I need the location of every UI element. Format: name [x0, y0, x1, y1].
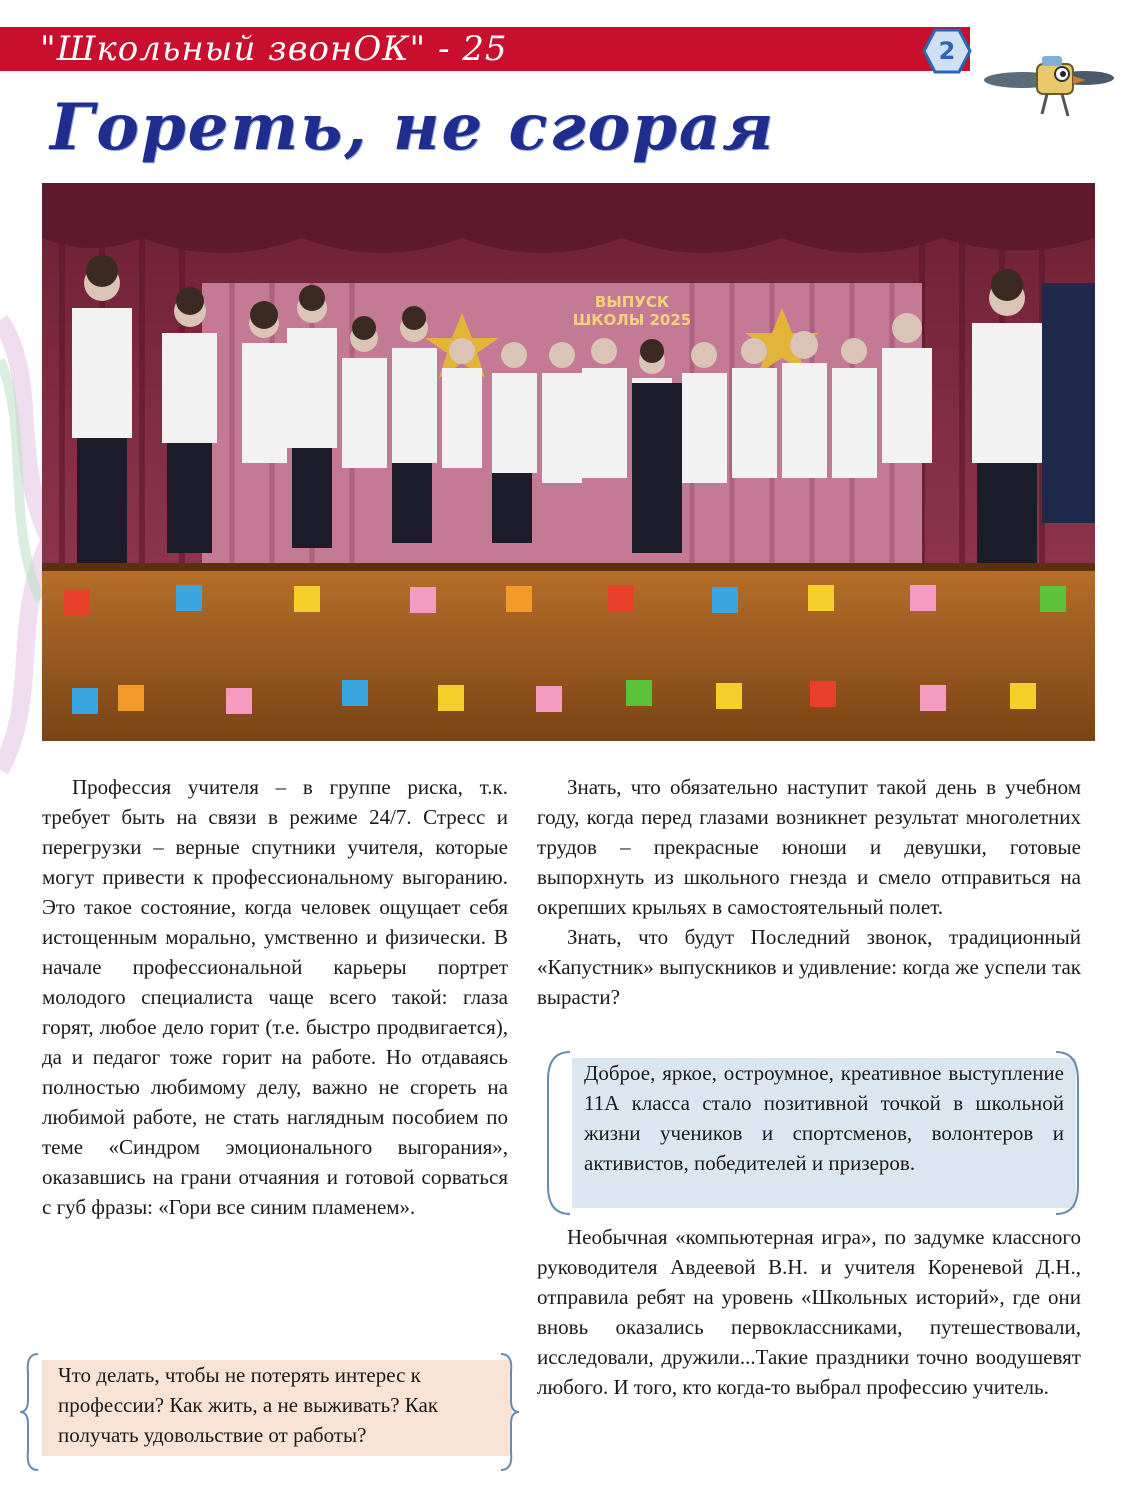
right-paragraph-2: Знать, что будут Последний звонок, традиционный «Капустник» выпускников и удивление: когда же успели так вырасти?: [537, 925, 1081, 1009]
event-photo: [42, 183, 1095, 741]
callout-right-bracket: [1052, 1050, 1086, 1216]
right-closing: [537, 1222, 1081, 1402]
page-number-badge: [922, 28, 972, 74]
robot-bird-mascot-icon: [982, 42, 1117, 127]
left-column: [42, 772, 508, 1222]
closing-paragraph: Необычная «компьютерная игра», по задумке классного руководителя Авдеевой В.Н. и учителя Кореневой Д.Н., отправила ребят на уровень «Школьных историй», где они вновь оказались первоклассниками, путешествовали, исследовали, дружили...Такие праздники точно воодушевят любого. И того, кто когда-то выбрал профессию учитель.: [537, 1225, 1081, 1399]
callout-left-bracket: [540, 1050, 574, 1216]
photo-sign: ВЫПУСК ШКОЛЫ 2025: [572, 293, 692, 329]
page-number: 2: [938, 37, 956, 65]
right-paragraph-1: Знать, что обязательно наступит такой день в учебном году, когда перед глазами возникнет результат многолетних трудов – прекрасные юноши и девушки, готовые выпорхнуть из школьного гнезда и смело отправиться на окрепших крыльях в самостоятельный полет.: [537, 775, 1081, 919]
left-brace-decoration: [18, 1352, 42, 1472]
left-paragraph: Профессия учителя – в группе риска, т.к. требует быть на связи в режиме 24/7. Стресс и перегрузки – верные спутники учителя, которые могут привести к профессиональному выгоранию. Это такое состояние, когда человек ощущает себя истощенным морально, умственно и физически. В начале профессиональной карьеры портрет молодого специалиста чаще всего такой: глаза горят, любое дело горит (т.е. быстро продвигается), да и педагог тоже горит на работе. Но отдаваясь полностью любимому делу, важно не сгореть на любимой работе, не стать наглядным пособием по теме «Синдром эмоционального выгорания», оказавшись на грани отчаяния и готовой сорваться с губ фразы: «Гори все синим пламенем».: [42, 775, 508, 1219]
right-column: [537, 772, 1081, 1012]
newspaper-title: "Школьный звонОК" - 25: [40, 29, 508, 69]
right-brace-decoration: [497, 1352, 521, 1472]
article-headline: Гореть, не сгорая: [50, 90, 776, 165]
questions-callout: Что делать, чтобы не потерять интерес к профессии? Как жить, а не выживать? Как получать удовольствие от работы?: [42, 1360, 512, 1456]
class-performance-callout: Доброе, яркое, остроумное, креативное выступление 11А класса стало позитивной точкой в школьной жизни учеников и спортсменов, волонтеров и активистов, победителей и призеров.: [572, 1058, 1076, 1208]
